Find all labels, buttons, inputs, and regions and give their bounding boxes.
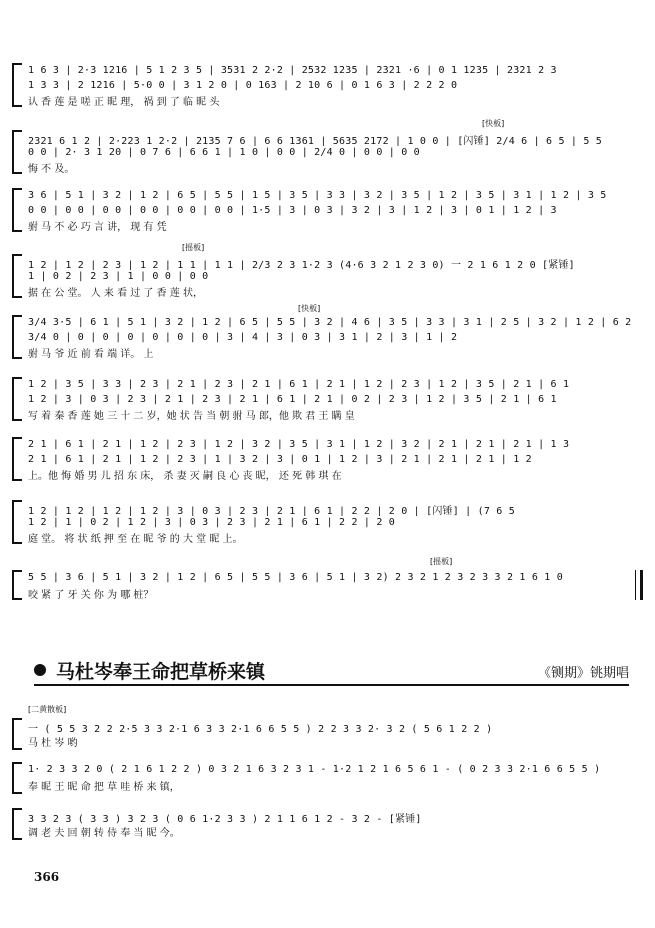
notation-lower-line: 2 1 | 6 1 | 2 1 | 1 2 | 2 3 | 1 | 3 2 | 3 | 0 1 | 1 2 | 3 | 2 1 | 2 1 | 2 1 | 1 2 — [28, 454, 532, 465]
lyrics-line: 认 香 莲 是 嗟 正 昵 理， 祸 到 了 临 昵 头 — [28, 97, 220, 107]
tempo-marking: [摇板] — [430, 557, 453, 566]
notation-upper-line: 5 5 | 3 6 | 5 1 | 3 2 | 1 2 | 6 5 | 5 5 | 3 6 | 5 1 | 3 2) 2 3 2 1 2 3 2 3 3 2 1 6 1 0 — [28, 572, 563, 583]
notation-upper-line: 1 6 3 | 2·3 1216 | 5 1 2 3 5 | 3531 2 2·2 | 2532 1235 | 2321 ·6 | 0 1 1235 | 2321 2 3 — [28, 65, 557, 76]
lyrics-line: 奉 昵 王 昵 命 把 草 哇 桥 来 镇， — [28, 782, 180, 792]
tempo-marking: [快板] — [482, 119, 505, 128]
score-system-6 — [12, 377, 643, 421]
notation-upper-line: 1 2 | 1 2 | 1 2 | 1 2 | 3 | 0 3 | 2 3 | 2 1 | 6 1 | 2 2 | 2 0 | [闪锤] | (7 6 5 — [28, 506, 515, 516]
notation-lower-line: 0 0 | 2· 3 1 20 | 0 7 6 | 6 6 1 | 1 0 | 0 0 | 2/4 0 | 0 0 | 0 0 — [28, 147, 420, 158]
tempo-marking: [二黄散板] — [28, 705, 67, 714]
notation-upper-line: 1· 2 3 3 2 0 ( 2 1 6 1 2 2 ) 0 3 2 1 6 3 2 3 1 - 1·2 1 2 1 6 5 6 1 - ( 0 2 3 3 2·1 6 6 5 5 ) — [28, 764, 601, 775]
notation-lower-line: 3/4 0 | 0 | 0 | 0 | 0 | 0 | 0 | 3 | 4 | 3 | 0 3 | 3 1 | 2 | 3 | 1 | 2 — [28, 332, 458, 343]
notation-lower-line: 0 0 | 0 0 | 0 0 | 0 0 | 0 0 | 0 0 | 1·5 | 3 | 0 3 | 3 2 | 3 | 1 2 | 3 | 0 1 | 1 2 | 3 — [28, 205, 557, 216]
system-bracket — [12, 500, 22, 544]
notation-lower-line: 1 2 | 1 | 0 2 | 1 2 | 3 | 0 3 | 2 3 | 2 1 | 6 1 | 2 2 | 2 0 — [28, 517, 396, 528]
lyrics-line: 调 老 夫 回 朝 转 侍 奉 当 昵 今。 — [28, 828, 180, 838]
notation-upper-line: 3 6 | 5 1 | 3 2 | 1 2 | 6 5 | 5 5 | 1 5 | 3 5 | 3 3 | 3 2 | 3 5 | 1 2 | 3 5 | 3 1 | 1 2 | 3 5 — [28, 190, 607, 201]
score-system-4 — [12, 243, 643, 298]
notation-upper-line: 3/4 3·5 | 6 1 | 5 1 | 3 2 | 1 2 | 6 5 | 5 5 | 3 2 | 4 6 | 3 5 | 3 3 | 3 1 | 2 5 | 3 2 | 1 2 | 6 2 — [28, 317, 632, 328]
notation-upper-line: 2 1 | 6 1 | 2 1 | 1 2 | 2 3 | 1 2 | 3 2 | 3 5 | 3 1 | 1 2 | 3 2 | 2 1 | 2 1 | 2 1 | 1 3 — [28, 439, 570, 450]
score-system-2 — [12, 119, 643, 174]
lyrics-line: 悔 不 及。 — [28, 164, 75, 174]
system-bracket — [12, 808, 22, 840]
lyrics-line: 庭 堂。 将 状 纸 押 至 在 昵 爷 的 大 堂 昵 上。 — [28, 534, 243, 544]
system-bracket — [12, 254, 22, 298]
lyrics-line: 上。他 悔 婚 男 儿 招 东 床， 杀 妻 灭 嗣 良 心 丧 昵， 还 死 韩 琪 在 — [28, 471, 342, 481]
section-source: 《铡期》铫期唱 — [537, 666, 629, 681]
score-system-8 — [12, 500, 643, 544]
notation-upper-line: 1 2 | 3 5 | 3 3 | 2 3 | 2 1 | 2 3 | 2 1 | 6 1 | 2 1 | 1 2 | 2 3 | 1 2 | 3 5 | 2 1 | 6 1 — [28, 379, 570, 390]
notation-upper-line: 1 2 | 1 2 | 2 3 | 1 2 | 1 1 | 1 1 | 2/3 2 3 1·2 3 (4·6 3 2 1 2 3 0) 一 2 1 6 1 2 0 [紧锤] — [28, 260, 575, 270]
page-number: 366 — [34, 870, 60, 884]
lyrics-line: 驸 马 不 必 巧 言 讲， 现 有 凭 — [28, 222, 167, 232]
score-system-9 — [12, 557, 643, 600]
system-bracket — [12, 377, 22, 421]
score-system-1 — [12, 63, 643, 107]
score-system-5 — [12, 304, 643, 359]
section-bullet-icon — [34, 664, 46, 676]
final-barline — [635, 570, 643, 600]
lyrics-line: 写 着 秦 香 莲 她 三 十 二 岁，她 状 告 当 朝 驸 马 郎，他 欺 君 王 瞒 皇 — [28, 411, 355, 421]
score-system-3 — [12, 188, 643, 232]
score-system-10 — [12, 705, 643, 750]
system-bracket — [12, 762, 22, 794]
system-bracket — [12, 570, 22, 600]
system-bracket — [12, 437, 22, 481]
notation-upper-line: 一 ( 5 5 3 2 2 2·5 3 3 2·1 6 3 3 2·1 6 6 5 5 ) 2 2 3 3 2· 3 2 ( 5 6 1 2 2 ) — [28, 724, 493, 734]
notation-lower-line: 1 2 | 3 | 0 3 | 2 3 | 2 1 | 2 3 | 2 1 | 6 1 | 2 1 | 0 2 | 2 3 | 1 2 | 3 5 | 2 1 | 6 1 — [28, 394, 557, 405]
notation-upper-line: 3 3 2 3 ( 3 3 ) 3 2 3 ( 0 6 1·2 3 3 ) 2 1 1 6 1 2 - 3 2 - [紧锤] — [28, 814, 422, 824]
lyrics-line: 据 在 公 堂。 人 来 看 过 了 香 莲 状， — [28, 288, 203, 298]
lyrics-line: 驸 马 爷 近 前 看 端 详。 上 — [28, 349, 154, 359]
system-bracket — [12, 130, 22, 174]
title-divider — [34, 684, 629, 686]
notation-lower-line: 1 3 3 | 2 1216 | 5·0 0 | 3 1 2 0 | 0 163 | 2 10 6 | 0 1 6 3 | 2 2 2 0 — [28, 80, 458, 91]
system-bracket — [12, 63, 22, 107]
section-title: 马杜岑奉王命把草桥来镇 — [56, 661, 266, 683]
score-system-11 — [12, 762, 643, 794]
lyrics-line: 马 杜 岑 哟 — [28, 738, 78, 748]
tempo-marking: [快板] — [298, 304, 321, 313]
system-bracket — [12, 188, 22, 232]
lyrics-line: 咬 紧 了 牙 关 你 为 哪 桩？ — [28, 590, 154, 600]
score-system-12 — [12, 808, 643, 840]
notation-lower-line: 1 | 0 2 | 2 3 | 1 | 0 0 | 0 0 — [28, 271, 209, 282]
notation-upper-line: 2321 6 1 2 | 2·223 1 2·2 | 2135 7 6 | 6 6 1361 | 5635 2172 | 1 0 0 | [闪锤] 2/4 6 | 6 5 | 5 5 — [28, 136, 603, 146]
tempo-marking: [摇板] — [182, 243, 205, 252]
system-bracket — [12, 718, 22, 750]
system-bracket — [12, 315, 22, 359]
score-system-7 — [12, 437, 643, 481]
